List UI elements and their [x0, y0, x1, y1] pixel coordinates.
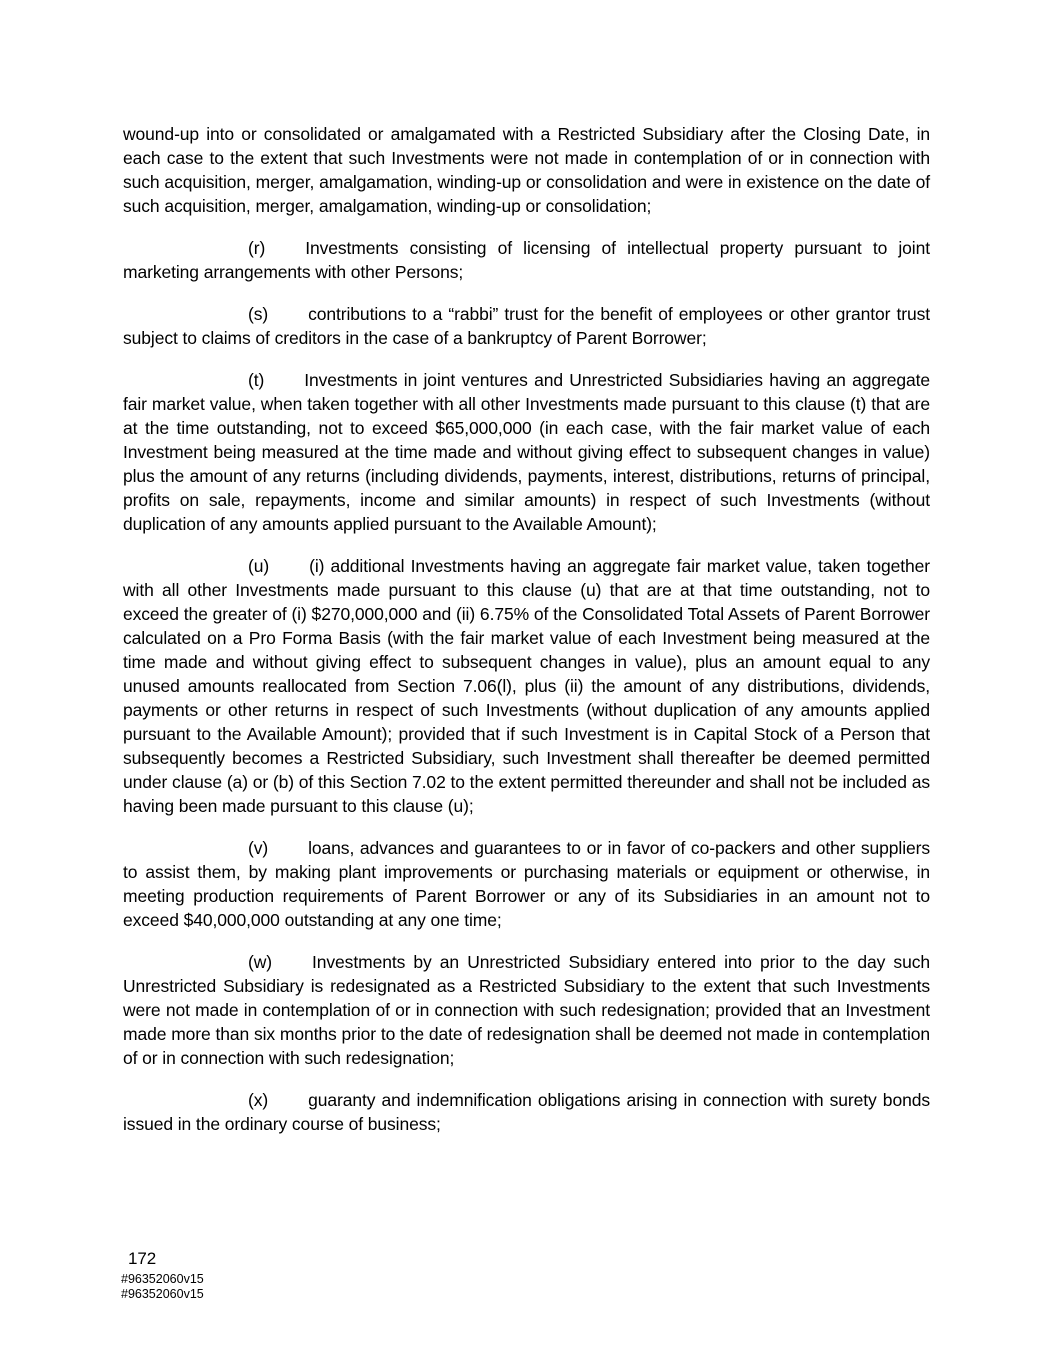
clause-label: (r): [248, 238, 266, 258]
page-footer: [121, 1248, 204, 1301]
document-body: [123, 122, 930, 1154]
page-number: 172: [128, 1249, 157, 1268]
clause-text: guaranty and indemnification obligations arising in connection with surety bonds issued in the ordinary course of business;: [123, 1090, 930, 1134]
clause-label: (s): [248, 304, 269, 324]
clause-paragraph-v: [123, 836, 930, 932]
clause-text: (i) additional Investments having an aggregate fair market value, taken together with all other Investments made pursuant to this clause (u) that are at that time outstanding, not to exceed the greater of (i) $270,000,000 and (ii) 6.75% of the Consolidated Total Assets of Parent Borrower calculated on a Pro Forma Basis (with the fair market value of each Investment being measured at the time made and without giving effect to subsequent changes in value), plus an amount equal to any unused amounts reallocated from Section 7.06(l), plus (ii) the amount of any distributions, dividends, payments or other returns in respect of such Investments (without duplication of any amounts applied pursuant to the Available Amount); provided that if such Investment is in Capital Stock of a Person that subsequently becomes a Restricted Subsidiary, such Investment shall thereafter be deemed permitted under clause (a) or (b) of this Section 7.02 to the extent permitted thereunder and shall not be included as having been made pursuant to this clause (u);: [123, 556, 930, 816]
clause-text: Investments in joint ventures and Unrestricted Subsidiaries having an aggregate fair market value, when taken together with all other Investments made pursuant to this clause (t) that are at the time outstanding, not to exceed $65,000,000 (in each case, with the fair market value of each Investment being measured at the time made and without giving effect to subsequent changes in value) plus the amount of any returns (including dividends, payments, interest, distributions, returns of principal, profits on sale, repayments, income and similar amounts) in respect of such Investments (without duplication of any amounts applied pursuant to the Available Amount);: [123, 370, 930, 534]
continuation-paragraph: wound-up into or consolidated or amalgamated with a Restricted Subsidiary after the Closing Date, in each case to the extent that such Investments were not made in contemplation of or in connection with such acquisition, merger, amalgamation, winding-up or consolidation and were in existence on the date of such acquisition, merger, amalgamation, winding-up or consolidation;: [123, 124, 930, 216]
clause-text: contributions to a “rabbi” trust for the benefit of employees or other grantor trust subject to claims of creditors in the case of a bankruptcy of Parent Borrower;: [123, 304, 930, 348]
document-id-line-2: #96352060v15: [121, 1286, 204, 1301]
clause-label: (t): [248, 370, 265, 390]
clause-label: (v): [248, 838, 269, 858]
clause-paragraph-u: [123, 554, 930, 818]
clause-paragraph-x: [123, 1088, 930, 1136]
clause-text: Investments by an Unrestricted Subsidiary entered into prior to the day such Unrestricted Subsidiary is redesignated as a Restricted Subsidiary to the extent that such Investments were not made in contemplation of or in connection with such redesignation; provided that an Investment made more than six months prior to the date of redesignation shall be deemed not made in contemplation of or in connection with such redesignation;: [123, 952, 930, 1068]
clause-text: Investments consisting of licensing of intellectual property pursuant to joint marketing arrangements with other Persons;: [123, 238, 930, 282]
clause-label: (u): [248, 556, 270, 576]
clause-paragraph-w: [123, 950, 930, 1070]
document-id-line-1: #96352060v15: [121, 1272, 204, 1286]
clause-paragraph-t: [123, 368, 930, 536]
clause-list: [123, 236, 930, 1136]
clause-label: (x): [248, 1090, 269, 1110]
clause-label: (w): [248, 952, 272, 972]
clause-text: loans, advances and guarantees to or in favor of co-packers and other suppliers to assist them, by making plant improvements or purchasing materials or equipment or otherwise, in meeting production requirements of Parent Borrower or any of its Subsidiaries in an amount not to exceed $40,000,000 outstanding at any one time;: [123, 838, 930, 930]
clause-paragraph-s: [123, 302, 930, 350]
clause-paragraph-r: [123, 236, 930, 284]
